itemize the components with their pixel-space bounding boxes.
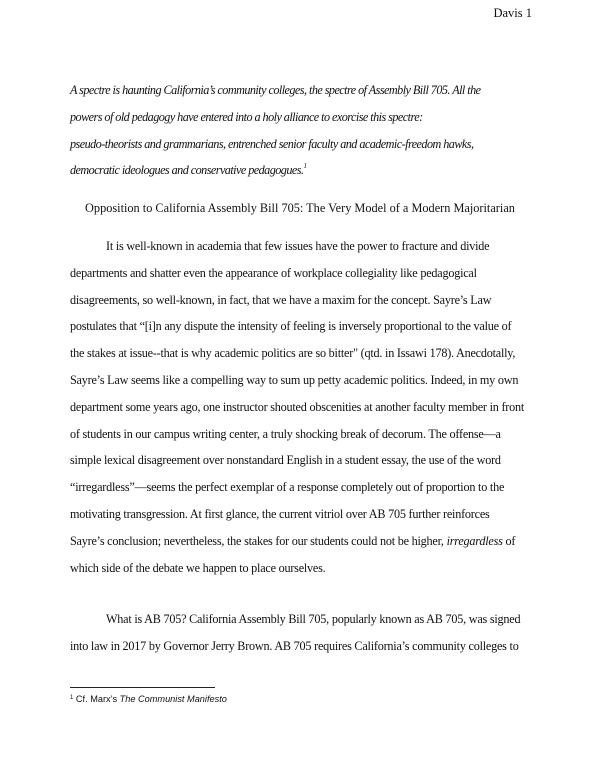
footnote-reference: 1	[303, 162, 307, 171]
epigraph	[70, 77, 530, 184]
epigraph-text: democratic ideologues and conservative pedagogues.	[70, 163, 304, 178]
paragraph-line: “irregardless”—seems the perfect exemplar of a response completely out of proportion to the	[70, 480, 505, 495]
epigraph-line-last	[70, 157, 530, 184]
paragraph-line: What is AB 705? California Assembly Bill 705, popularly known as AB 705, was signed	[106, 612, 521, 626]
footnote-work-title: The Communist Manifesto	[119, 694, 227, 704]
paragraph-line: It is well-known in academia that few issues have the power to fracture and divide	[106, 239, 490, 253]
paragraph-text: Sayre’s conclusion; nevertheless, the stakes for our students could not be higher,	[70, 533, 444, 548]
footnote-number: 1	[70, 695, 74, 701]
epigraph-line: A spectre is haunting California’s community colleges, the spectre of Assembly Bill 705. All the	[70, 83, 481, 97]
page-header: Davis 1	[493, 6, 532, 20]
footnote	[70, 694, 227, 705]
paragraph-line: department some years ago, one instructor shouted obscenities at another faculty member in front	[70, 399, 525, 414]
epigraph-line: powers of old pedagogy have entered into a holy alliance to exorcise this spectre:	[70, 109, 423, 124]
paragraph-line: of students in our campus writing center, a truly shocking break of decorum. The offense—a	[70, 426, 501, 441]
paragraph-line: disagreements, so well-known, in fact, that we have a maxim for the concept. Sayre’s Law	[70, 292, 492, 307]
paragraph-line: into law in 2017 by Governor Jerry Brown. AB 705 requires California’s community colleges to	[70, 638, 519, 653]
paragraph-line: postulates that “[i]n any dispute the intensity of feeling is inversely proportional to the value of	[70, 319, 512, 334]
paragraph-2	[70, 606, 520, 660]
footnote-separator	[70, 687, 215, 688]
paragraph-line: Sayre’s Law seems like a compelling way to sum up petty academic politics. Indeed, in my own	[70, 372, 519, 387]
epigraph-line: pseudo-theorists and grammarians, entrenched senior faculty and academic-freedom hawks,	[70, 136, 474, 151]
paragraph-line: which side of the debate we happen to place ourselves.	[70, 560, 326, 575]
paragraph-line: simple lexical disagreement over nonstandard English in a student essay, the use of the word	[70, 453, 501, 468]
paragraph-line: motivating transgression. At first glance, the current vitriol over AB 705 further reinforces	[70, 506, 490, 521]
paragraph-line: departments and shatter even the appearance of workplace collegiality like pedagogical	[70, 265, 477, 280]
paragraph-line: the stakes at issue--that is why academic politics are so bitter" (qtd. in Issawi 178). Anecdotally,	[70, 346, 516, 361]
footnote-text: Cf. Marx’s	[73, 694, 120, 704]
emphasis-word: irregardless	[446, 533, 503, 548]
essay-title: Opposition to California Assembly Bill 705: The Very Model of a Modern Majoritarian	[85, 201, 515, 215]
paragraph-line	[70, 528, 524, 555]
paragraph-text: of	[502, 533, 516, 548]
paragraph-1	[70, 233, 524, 581]
